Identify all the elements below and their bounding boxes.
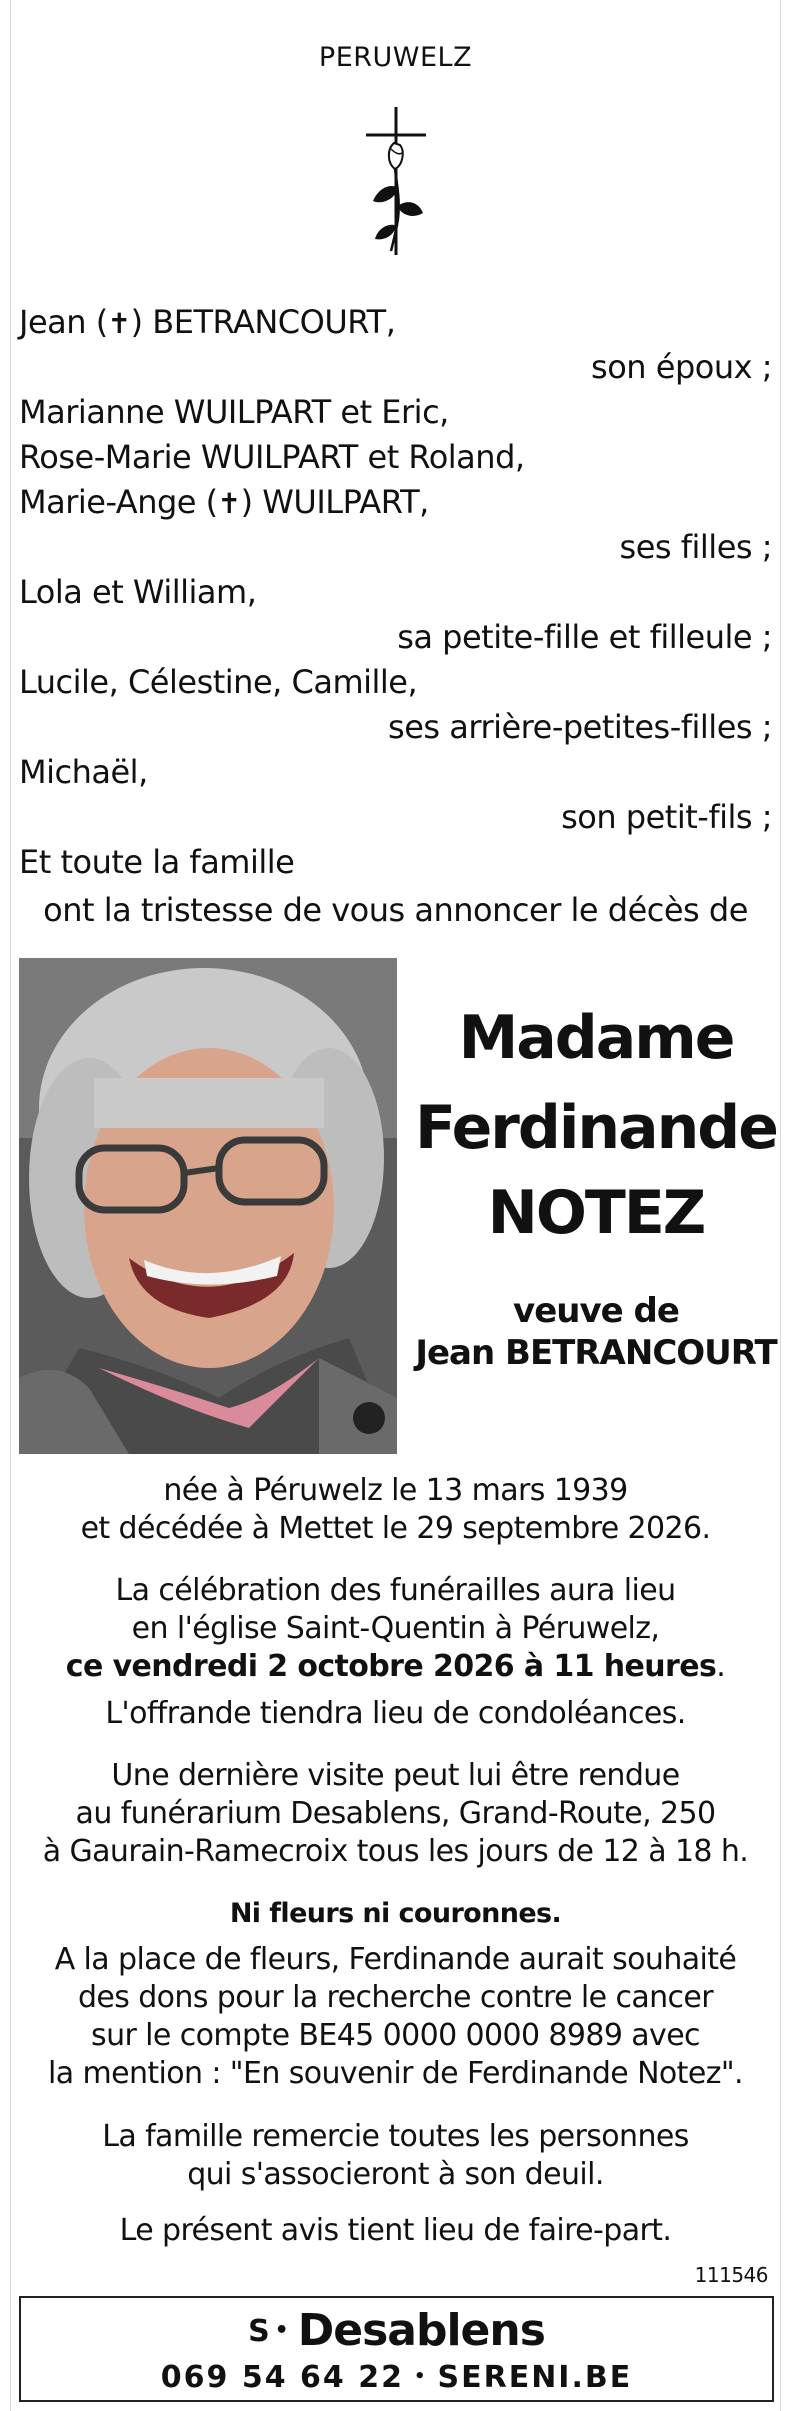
family-text: ) WUILPART, <box>240 483 429 521</box>
birth-line: née à Péruwelz le 13 mars 1939 <box>163 1473 628 1508</box>
family-line: Marianne WUILPART et Eric, <box>19 393 449 431</box>
no-flowers-line: Ni fleurs ni couronnes. <box>229 1898 562 1929</box>
contact-line <box>21 2360 772 2395</box>
family-line: Lucile, Célestine, Camille, <box>19 663 418 701</box>
brand-logo-letter: S <box>248 2314 269 2349</box>
thanks-line: qui s'associeront à son deuil. <box>187 2157 604 2192</box>
portrait-photo <box>19 958 397 1454</box>
widow-spouse-name: Jean BETRANCOURT <box>415 1333 777 1373</box>
family-text: Jean ( <box>19 303 108 341</box>
brand-line <box>21 2306 772 2357</box>
donation-line: sur le compte BE45 0000 0000 8989 avec <box>91 2018 700 2053</box>
family-text: Marie-Ange ( <box>19 483 218 521</box>
funeral-line: La célébration des funérailles aura lieu <box>115 1573 676 1608</box>
cross-with-rose-icon <box>351 105 441 255</box>
dagger-icon: ✝ <box>107 307 131 340</box>
deceased-first-name: Ferdinande <box>415 1093 777 1163</box>
donation-line: A la place de fleurs, Ferdinande aurait souhaité <box>54 1942 737 1977</box>
relation-label: sa petite-fille et filleule ; <box>397 618 772 656</box>
widow-label: veuve de <box>513 1291 679 1331</box>
visit-line: à Gaurain-Ramecroix tous les jours de 12 à 18 h. <box>42 1834 749 1869</box>
announcement-line: ont la tristesse de vous annoncer le décès de <box>43 891 748 929</box>
death-line: et décédée à Mettet le 29 septembre 2026. <box>80 1511 711 1546</box>
visit-line: Une dernière visite peut lui être rendue <box>111 1758 680 1793</box>
notice-line: Le présent avis tient lieu de faire-part. <box>119 2213 672 2248</box>
thanks-line: La famille remercie toutes les personnes <box>102 2119 689 2154</box>
visit-line: au funérarium Desablens, Grand-Route, 250 <box>75 1796 716 1831</box>
contact-separator: • <box>413 2366 428 2387</box>
family-line: Michaël, <box>19 753 148 791</box>
funeral-line: en l'église Saint-Quentin à Péruwelz, <box>131 1611 660 1646</box>
donation-line: la mention : "En souvenir de Ferdinande Notez". <box>48 2056 743 2091</box>
relation-label: ses filles ; <box>619 528 772 566</box>
deceased-last-name: NOTEZ <box>487 1178 705 1248</box>
family-line-husband <box>11 300 780 346</box>
family-line: Rose-Marie WUILPART et Roland, <box>19 438 525 476</box>
family-line: Et toute la famille <box>19 843 295 881</box>
funeral-date: ce vendredi 2 octobre 2026 à 11 heures <box>65 1649 717 1684</box>
town-heading: PERUWELZ <box>318 42 473 73</box>
relation-label: son petit-fils ; <box>561 798 772 836</box>
family-text: ) BETRANCOURT, <box>130 303 396 341</box>
obituary-notice <box>10 0 781 2411</box>
reference-number: 111546 <box>694 2263 768 2287</box>
offering-line: L'offrande tiendra lieu de condoléances. <box>105 1696 686 1731</box>
dagger-icon: ✝ <box>217 487 241 520</box>
brand-name: Desablens <box>297 2305 545 2356</box>
website-link[interactable]: SERENI.BE <box>437 2360 633 2395</box>
funeral-date-end: . <box>716 1649 726 1684</box>
relation-label: son époux ; <box>591 348 772 386</box>
phone-number: 069 54 64 22 <box>160 2360 404 2395</box>
family-line: Lola et William, <box>19 573 257 611</box>
funeral-date-line <box>11 1648 780 1686</box>
family-line <box>11 480 780 526</box>
deceased-title: Madame <box>458 1003 734 1073</box>
relation-label: ses arrière-petites-filles ; <box>388 708 772 746</box>
donation-line: des dons pour la recherche contre le cancer <box>77 1980 714 2015</box>
funeral-home-banner <box>19 2296 774 2402</box>
brand-dot: • <box>274 2318 288 2343</box>
